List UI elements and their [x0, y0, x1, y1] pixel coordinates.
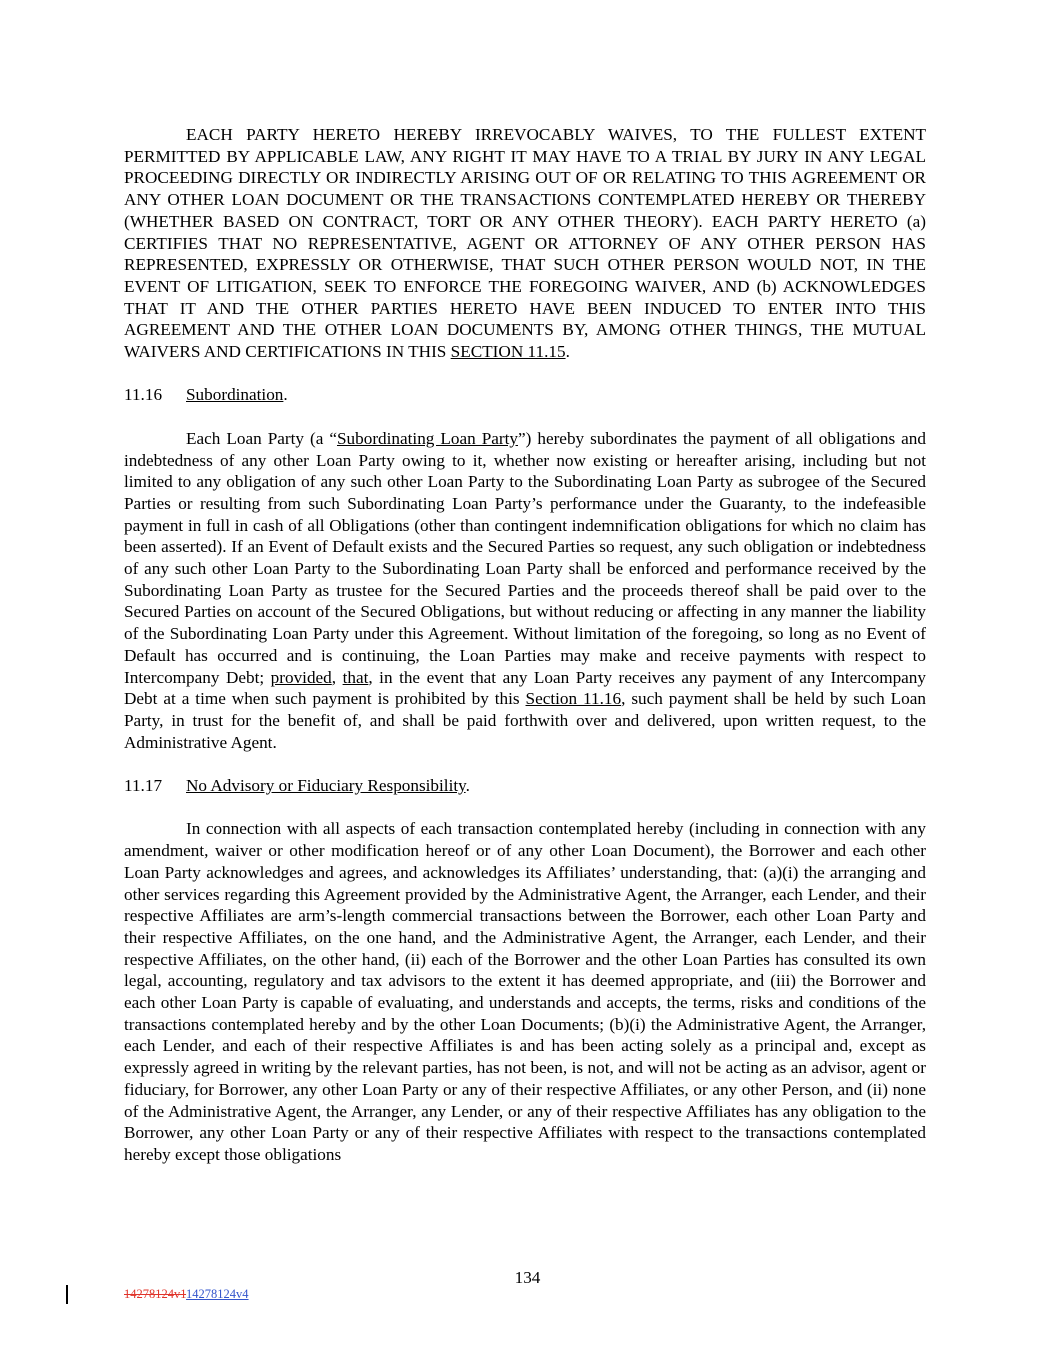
document-id: [124, 1287, 249, 1302]
section-reference: SECTION 11.15: [450, 342, 566, 362]
waiver-text-end: .: [565, 342, 570, 362]
waiver-text: EACH PARTY HERETO HEREBY IRREVOCABLY WAIVES, TO THE FULLEST EXTENT PERMITTED BY APPLICABLE LAW, ANY RIGHT IT MAY HAVE TO A TRIAL BY JURY IN ANY LEGAL PROCEEDING DIRECTLY OR INDIRECTLY ARISING OUT OF OR RELATING TO THIS AGREEMENT OR ANY OTHER LOAN DOCUMENT OR THE TRANSACTIONS CONTEMPLATED HEREBY OR THEREBY (WHETHER BASED ON CONTRACT, TORT OR ANY OTHER THEORY). EACH PARTY HERETO (a) CERTIFIES THAT NO REPRESENTATIVE, AGENT OR ATTORNEY OF ANY OTHER PERSON HAS REPRESENTED, EXPRESSLY OR OTHERWISE, THAT SUCH OTHER PERSON WOULD NOT, IN THE EVENT OF LITIGATION, SEEK TO ENFORCE THE FOREGOING WAIVER, AND (b) ACKNOWLEDGES THAT IT AND THE OTHER PARTIES HERETO HAVE BEEN INDUCED TO ENTER INTO THIS AGREEMENT AND THE OTHER LOAN DOCUMENTS BY, AMONG OTHER THINGS, THE MUTUAL WAIVERS AND CERTIFICATIONS IN THIS: [124, 125, 926, 362]
paragraph-text: , such payment shall be held by such Loan Party, in trust for the benefit of, and shall be paid forthwith over and delivered, upon written request, to the Administrative Agent.: [124, 689, 926, 752]
section-title-suffix: .: [283, 385, 288, 405]
defined-term: Subordinating Loan Party: [336, 428, 518, 448]
proviso-term: that: [342, 667, 369, 687]
section-title: [186, 384, 288, 406]
document-id-inserted: 14278124v4: [186, 1287, 249, 1301]
advisory-paragraph: In connection with all aspects of each transaction contemplated hereby (including in connection with any amendment, waiver or other modification hereof or of any other Loan Document), the Borrower and each other Loan Party acknowledges and agrees, and acknowledges its Affiliates’ understanding, that: (a)(i) the arranging and other services regarding this Agreement provided by the Administrative Agent, the Arranger, each Lender, and their respective Affiliates are arm’s-length commercial transactions between the Borrower, each other Loan Party and their respective Affiliates, on the one hand, and the Administrative Agent, the Arranger, each Lender, and their respective Affiliates, on the other hand, (ii) each of the Borrower and the other Loan Parties has consulted its own legal, accounting, regulatory and tax advisors to the extent it has deemed appropriate, and (iii) the Borrower and each other Loan Party is capable of evaluating, and understands and accepts, the terms, risks and conditions of the transactions contemplated hereby and by the other Loan Documents; (b)(i) the Administrative Agent, the Arranger, each Lender, and each of their respective Affiliates is and has been acting solely as a principal and, except as expressly agreed in writing by the relevant parties, has not been, is not, and will not be acting as an advisor, agent or fiduciary, for Borrower, any other Loan Party or any of their respective Affiliates, or any other Person, and (ii) none of the Administrative Agent, the Arranger, any Lender, or any of their respective Affiliates has any obligation to the Borrower, any other Loan Party or any of their respective Affiliates with respect to the transactions contemplated hereby except those obligations: [124, 819, 926, 1164]
paragraph-text: ”) hereby subordinates the payment of all obligations and indebtedness of any other Loan Party owing to it, whether now existing or hereafter arising, including but not limited to any obligation of any such other Loan Party to the Subordinating Loan Party as subrogee of the Secured Parties or resulting from such Subordinating Loan Party’s performance under the Guaranty, to the indefeasible payment in full in cash of all Obligations (other than contingent indemnification obligations for which no claim has been asserted). If an Event of Default exists and the Secured Parties so request, any such obligation or indebtedness of any such other Loan Party to the Subordinating Loan Party shall be enforced and performance received by the Subordinating Loan Party as trustee for the Secured Parties and the proceeds thereof shall be paid over to the Secured Parties on account of the Secured Obligations, but without reducing or affecting in any manner the liability of the Subordinating Loan Party under this Agreement. Without limitation of the foregoing, so long as no Event of Default has occurred and is continuing, the Loan Parties may make and receive payments with respect to Intercompany Debt;: [124, 428, 926, 687]
paragraph-text: , in the event that any Loan Party receives any payment of any Intercompany Debt at a time when such payment is prohibited by this: [124, 667, 926, 709]
paragraph-text: ,: [331, 667, 343, 687]
section-title-suffix: .: [465, 776, 470, 796]
section-title-text: Subordination: [186, 385, 284, 405]
change-bar: [66, 1285, 68, 1304]
section-heading-11-16: [124, 384, 926, 406]
page-number: 134: [514, 1268, 541, 1287]
section-number: 11.16: [124, 385, 163, 405]
section-reference: Section 11.16: [525, 689, 622, 709]
section-heading-11-17: [124, 775, 926, 797]
section-title: [186, 775, 470, 797]
document-page: [124, 124, 926, 1166]
section-title-text: No Advisory or Fiduciary Responsibility: [186, 776, 466, 796]
proviso-term: provided: [270, 667, 332, 687]
paragraph-text: Each Loan Party (a “: [186, 428, 337, 448]
subordination-paragraph: [124, 428, 926, 754]
section-number: 11.17: [124, 776, 163, 796]
document-id-deleted: 14278124v1: [124, 1287, 187, 1301]
jury-waiver-paragraph: [124, 124, 926, 363]
